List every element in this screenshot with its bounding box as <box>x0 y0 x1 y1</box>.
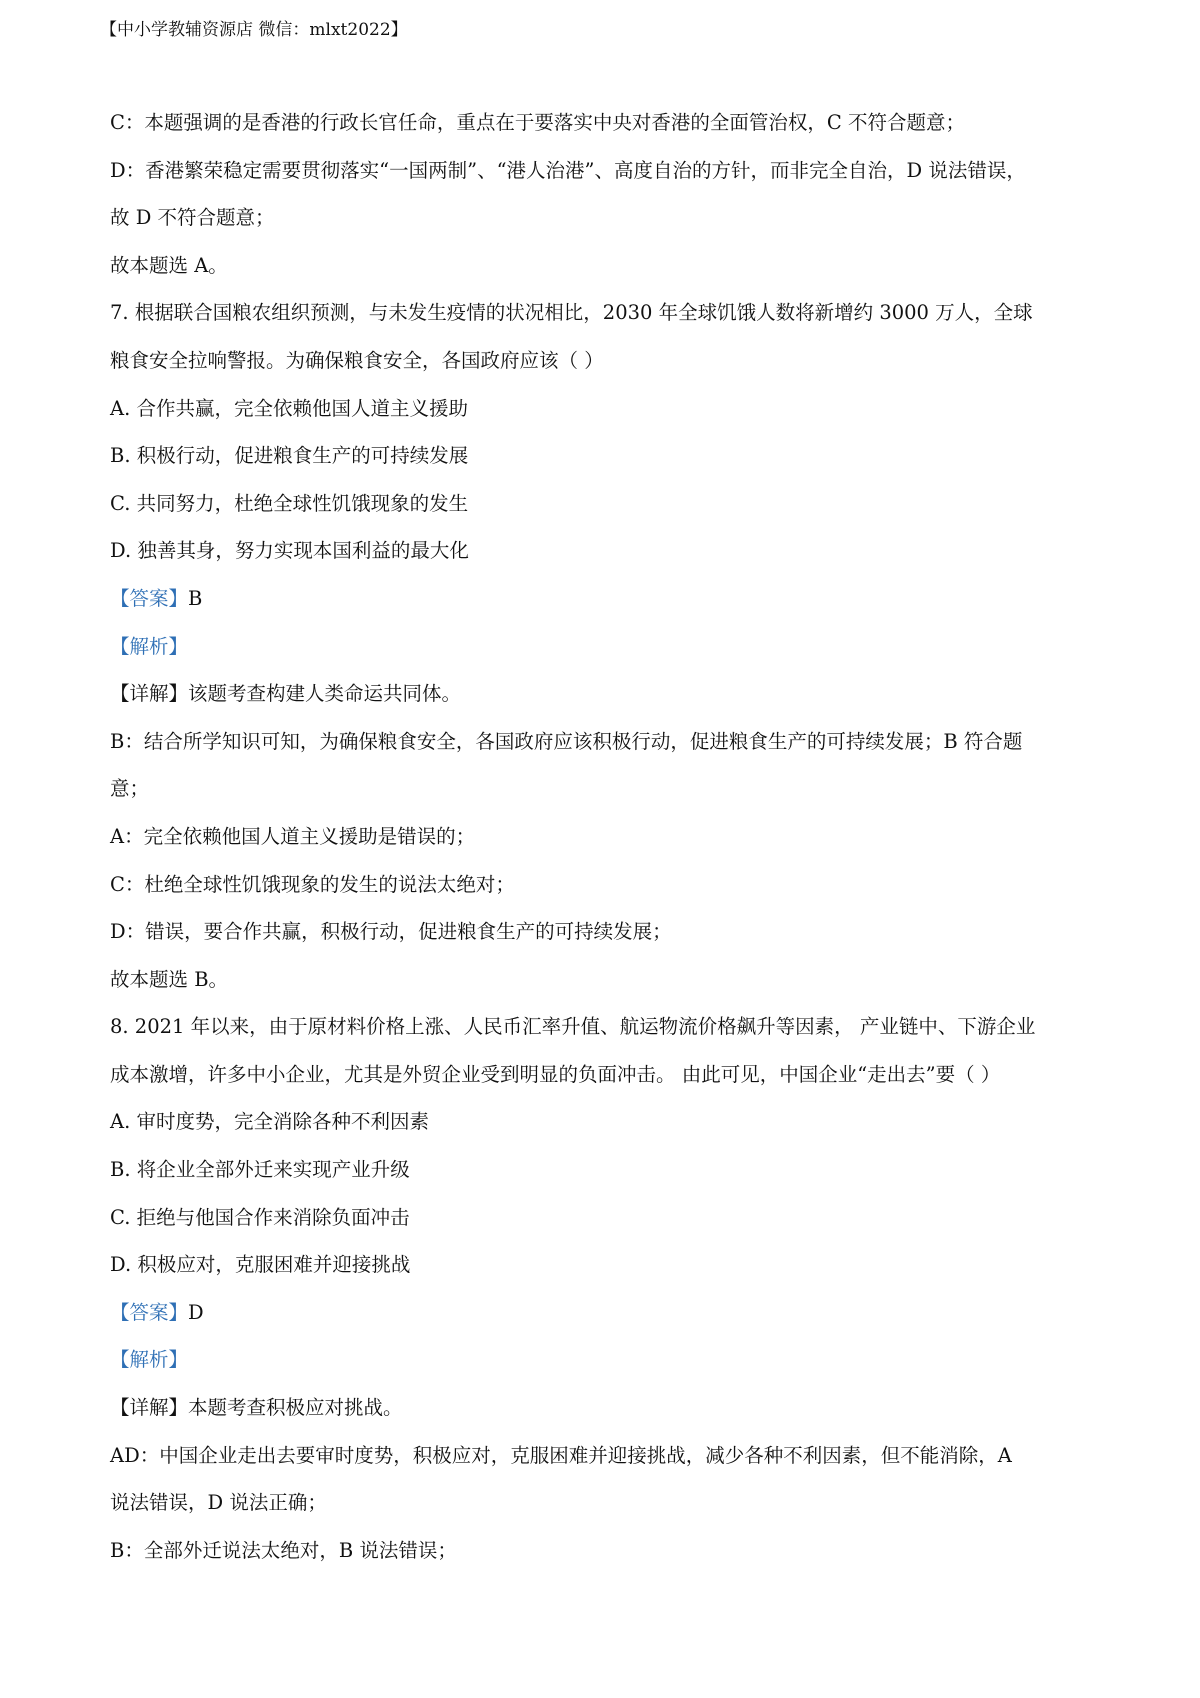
q7-conclusion: 故本题选 B。 <box>110 967 229 991</box>
q8-option-c: C. 拒绝与他国合作来消除负面冲击 <box>110 1205 410 1229</box>
q6-conclusion: 故本题选 A。 <box>110 253 228 277</box>
q8-stem-line1: 8. 2021 年以来，由于原材料价格上涨、人民币汇率升值、航运物流价格飙升等因素， 产业链中、下游企业 <box>110 1015 1036 1039</box>
q8-option-b: B. 将企业全部外迁来实现产业升级 <box>110 1158 410 1182</box>
q7-explanation-b-line1: B：结合所学知识可知，为确保粮食安全，各国政府应该积极行动，促进粮食生产的可持续发展；B 符合题 <box>110 729 1023 753</box>
q7-option-a: A. 合作共赢，完全依赖他国人道主义援助 <box>110 396 468 420</box>
q8-answer <box>110 1289 1100 1337</box>
q8-analysis-label: 【解析】 <box>110 1348 189 1372</box>
q7-detail: 【详解】该题考查构建人类命运共同体。 <box>110 682 462 706</box>
q8-explanation-ad-line2: 说法错误，D 说法正确； <box>110 1491 327 1515</box>
q8-stem-line2: 成本激增，许多中小企业，尤其是外贸企业受到明显的负面冲击。 由此可见，中国企业“走出去”要（ ） <box>110 1062 1001 1086</box>
page-content <box>110 99 1100 1574</box>
q7-explanation-b-line2: 意； <box>110 777 150 801</box>
q6-explanation-c: C：本题强调的是香港的行政长官任命，重点在于要落实中央对香港的全面管治权，C 不符合题意； <box>110 111 966 134</box>
page-header: 【中小学教辅资源店 微信：mlxt2022】 <box>100 20 408 40</box>
q8-option-a: A. 审时度势，完全消除各种不利因素 <box>110 1110 429 1134</box>
q7-option-d: D. 独善其身，努力实现本国利益的最大化 <box>110 539 469 563</box>
q8-analysis <box>110 1336 1100 1384</box>
q8-detail: 【详解】本题考查积极应对挑战。 <box>110 1396 403 1420</box>
q7-answer <box>110 575 1100 623</box>
q7-explanation-d: D：错误，要合作共赢，积极行动，促进粮食生产的可持续发展； <box>110 920 672 944</box>
q6-explanation-d-line1: D：香港繁荣稳定需要贯彻落实“一国两制”、“港人治港”、高度自治的方针，而非完全自治，D 说法错误， <box>110 158 1026 182</box>
q7-analysis <box>110 623 1100 671</box>
q8-explanation-ad-line1: AD：中国企业走出去要审时度势，积极应对，克服困难并迎接挑战，减少各种不利因素，但不能消除，A <box>110 1443 1012 1467</box>
q8-explanation-b: B：全部外迁说法太绝对，B 说法错误； <box>110 1538 457 1562</box>
q8-answer-value: D <box>188 1300 204 1324</box>
q7-stem-line1: 7. 根据联合国粮农组织预测，与未发生疫情的状况相比，2030 年全球饥饿人数将新增约 3000 万人，全球 <box>110 301 1033 325</box>
q7-explanation-c: C：杜绝全球性饥饿现象的发生的说法太绝对； <box>110 872 515 896</box>
q8-option-d: D. 积极应对，克服困难并迎接挑战 <box>110 1253 411 1277</box>
q7-explanation-a: A：完全依赖他国人道主义援助是错误的； <box>110 824 476 848</box>
q8-answer-label: 【答案】 <box>110 1300 189 1324</box>
q7-analysis-label: 【解析】 <box>110 634 189 658</box>
q7-option-b: B. 积极行动，促进粮食生产的可持续发展 <box>110 444 469 468</box>
q6-explanation-d-line2: 故 D 不符合题意； <box>110 206 275 230</box>
q7-answer-value: B <box>188 586 203 610</box>
q7-option-c: C. 共同努力，杜绝全球性饥饿现象的发生 <box>110 491 469 515</box>
q7-stem-line2: 粮食安全拉响警报。为确保粮食安全，各国政府应该（ ） <box>110 348 604 372</box>
q7-answer-label: 【答案】 <box>110 586 189 610</box>
